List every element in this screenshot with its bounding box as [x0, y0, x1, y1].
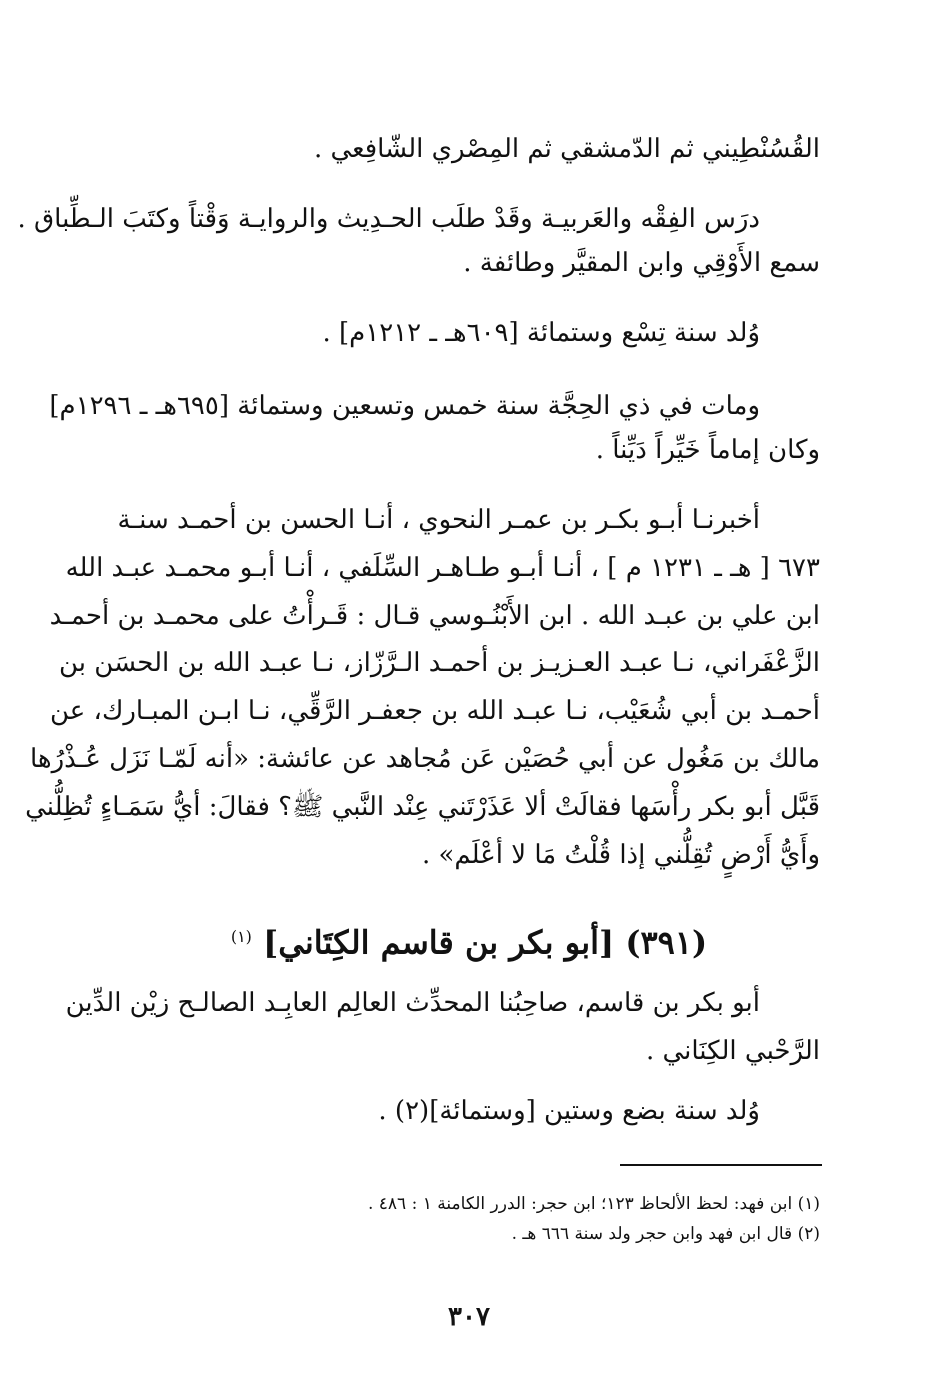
- text-line: ٦٧٣ [ هـ ـ ١٢٣١ م ] ، أنـا أبـو طـاهـر السِّلَفي ، أنـا أبـو محمـد عبـد الله: [65, 553, 820, 583]
- text-line: ابن علي بن عبـد الله . ابن الأَبْنُـوسي قـال : قَـرأْتُ على محمـد بن أحمـد: [49, 601, 820, 631]
- entry-heading-text: (٣٩١) [أبو بكر بن قاسم الكِتَاني]: [263, 923, 708, 962]
- text-line: وكان إماماً خَيِّراً دَيِّناً .: [595, 435, 820, 465]
- text-line: سمع الأَوْقِي وابن المقيَّر وطائفة .: [463, 248, 820, 278]
- footnote-reference: (١): [230, 927, 252, 946]
- text-line: ومات في ذي الحِجَّة سنة خمس وتسعين وستمائة [٦٩٥هـ ـ ١٢٩٦م]: [49, 391, 760, 421]
- text-line: وُلد سنة تِسْع وستمائة [٦٠٩هـ ـ ١٢١٢م] .: [322, 318, 760, 348]
- footnote: (١) ابن فهد: لحظ الألحاظ ١٢٣؛ ابن حجر: الدرر الكامنة ١ : ٤٨٦ .: [367, 1194, 820, 1214]
- text-line: الرَّحْبي الكِنَاني .: [645, 1036, 820, 1066]
- text-line: درَس الفِقْه والعَربيـة وقَدْ طلَب الحـدِيث والروايـة وَقْتاً وكتَبَ الـطِّباق .: [17, 204, 760, 234]
- footnote: (٢) قال ابن فهد وابن حجر ولد سنة ٦٦٦ هـ .: [511, 1224, 820, 1244]
- text-line: أبو بكر بن قاسم، صاحِبُنا المحدِّث العالِم العابِـد الصالـح زيْن الدِّين: [65, 988, 760, 1018]
- page-number: ٣٠٧: [448, 1302, 490, 1332]
- footnote-divider: [620, 1164, 822, 1166]
- text-line: أخبرنـا أبـو بكـر بن عمـر النحوي ، أنـا الحسن بن أحمـد سنـة: [117, 505, 760, 535]
- text-line: قَبَّل أبو بكر رأْسَها فقالَتْ ألا عَذَرْتَني عِنْد النَّبي ﷺ؟ فقالَ: أيُّ سَمَـاءٍ تُظِلُّني: [25, 792, 820, 822]
- entry-heading: [0, 915, 938, 965]
- text-line: مالك بن مَغُول عن أبي حُصَيْن عَن مُجاهد عن عائشة: «أنه لَمّـا نَزَل عُـذْرُها: [29, 744, 820, 774]
- text-line: القُسُنْطِيني ثم الدّمشقي ثم المِصْري الشّافِعي .: [313, 134, 820, 164]
- text-line: الزَّعْفَراني، نـا عبـد العـزيـز بن أحمـد الـرَّزّاز، نـا عبـد الله بن الحسَن بن: [59, 648, 820, 678]
- text-line: وُلد سنة بضع وستين [وستمائة](٢) .: [378, 1096, 760, 1126]
- text-line: أحمـد بن أبي شُعَيْب، نـا عبـد الله بن جعفـر الرَّقِّي، نـا ابـن المبـارك، عن: [49, 696, 820, 726]
- text-line: وأَيُّ أَرْضٍ تُقِلُّني إذا قُلْتُ مَا لا أعْلَم» .: [421, 840, 820, 870]
